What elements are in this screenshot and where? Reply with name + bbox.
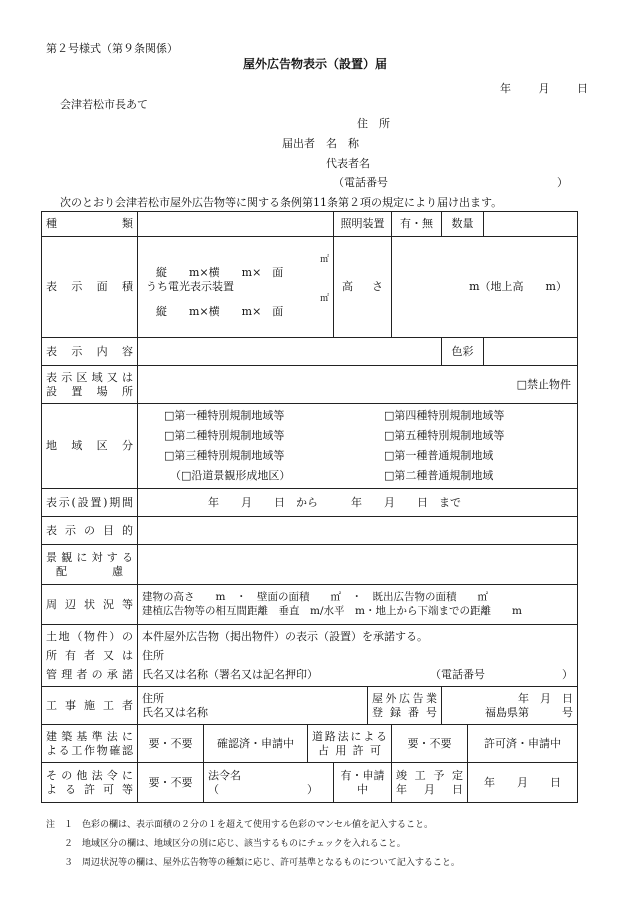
height-label: 高 さ [334,237,392,338]
note-3: ３ 周辺状況等の欄は、屋外広告物等の種類に応じ、許可基準となるものについて記入すること。 [46,858,460,868]
zone-checkbox-1[interactable]: □第一種特別規制地域等 [164,409,285,422]
surround-label: 周辺状況等 [42,585,138,625]
law-name-label: 法令名 [208,768,241,782]
location-label-1: 表示区域又は [46,370,133,384]
road-permit-label [308,725,392,763]
owner-label-2: 所有者又は [46,649,133,662]
building-permit-label-2: よる工作物確認 [46,743,133,757]
registration-number: 福島県第 号 [485,705,573,719]
area-led-label: うち電光表示装置 [146,280,234,294]
applicant-label: 届出者 [282,137,315,150]
registration-field[interactable] [442,687,578,725]
period-field[interactable]: 年 月 日 から 年 月 日 まで [138,489,578,517]
owner-label-3: 管理者の承諾 [46,668,133,681]
location-field[interactable] [138,366,578,404]
other-permit-label [42,763,138,803]
zone-checkbox-2[interactable]: □第二種特別規制地域等 [164,429,285,442]
surround-line-1: 建物の高さ m ・ 壁面の面積 ㎡ ・ 既出広告物の面積 ㎡ [142,591,488,604]
zone-field [138,404,578,489]
form-number: 第２号様式（第９条関係） [46,42,178,55]
period-label: 表示(設置)期間 [42,489,138,517]
zone-checkbox-4[interactable]: □第四種特別規制地域等 [384,409,505,422]
note-1: 注 １ 色彩の欄は、表示面積の２分の１を超えて使用する色彩のマンセル値を記入すること。 [46,820,434,830]
owner-tel-label: （電話番号 ） [430,668,573,681]
registration-label-2: 登録番号 [372,705,437,719]
content-field[interactable] [138,338,442,366]
owner-name-label [142,665,573,684]
landscape-label [42,545,138,585]
area-dims-1: 縦 m×横 m× 面 [156,266,284,280]
road-permit-status[interactable]: 許可済・申請中 [468,725,578,763]
color-field[interactable] [484,338,578,366]
zone-label: 地域区分 [42,404,138,489]
applicant-address-label: 住 所 [357,117,390,130]
area-field[interactable] [138,237,334,338]
kind-field[interactable] [138,212,334,237]
applicant-rep-label: 代表者名 [326,157,370,170]
completion-label-1: 竣工予定 [396,768,463,782]
color-label: 色彩 [442,338,484,366]
location-label [42,366,138,404]
zone-checkbox-5[interactable]: □第五種特別規制地域等 [384,429,505,442]
surround-field[interactable] [138,585,578,625]
other-permit-status[interactable]: 有・申請中 [334,763,392,803]
zone-checkbox-3[interactable]: □第三種特別規制地域等 [164,449,285,462]
owner-name-text: 氏名又は名称（署名又は記名押印） [142,668,318,681]
declaration: 次のとおり会津若松市屋外広告物等に関する条例第11条第２項の規定により届け出ます。 [60,196,503,209]
zone-checkbox-roadside[interactable]: （□沿道景観形成地区） [170,469,291,482]
prohibited-checkbox[interactable]: □禁止物件 [516,377,571,391]
contractor-label: 工事施工者 [42,687,138,725]
area-label: 表示面積 [42,237,138,338]
height-value[interactable]: m（地上高 m） [392,237,578,338]
content-label: 表示内容 [42,338,138,366]
application-table [41,211,578,803]
owner-label [42,625,138,687]
form-title: 屋外広告物表示（設置）届 [242,57,387,71]
building-permit-need[interactable]: 要・不要 [138,725,204,763]
zone-checkbox-6[interactable]: □第一種普通規制地域 [384,449,494,462]
sq-unit-2: ㎡ [319,293,329,304]
addressee: 会津若松市長あて [60,98,148,111]
other-permit-label-2: よる許可等 [46,782,133,796]
purpose-field[interactable] [138,517,578,545]
lighting-label: 照明装置 [334,212,392,237]
law-name-paren: （ ） [208,782,318,796]
completion-label [392,763,468,803]
owner-field[interactable] [138,625,578,687]
applicant-name-label: 名 称 [326,137,359,150]
owner-label-1: 土地（物件）の [46,630,133,643]
registration-label-1: 屋外広告業 [372,691,437,705]
purpose-label: 表示の目的 [42,517,138,545]
contractor-address-label: 住所 [142,691,164,705]
contractor-field[interactable] [138,687,368,725]
kind-label: 種 類 [42,212,138,237]
note-2: ２ 地域区分の欄は、地域区分の別に応じ、該当するものにチェックを入れること。 [46,839,406,849]
road-permit-need[interactable]: 要・不要 [392,725,468,763]
surround-line-2: 建植広告物等の相互間距離 垂直 m/水平 m・地上から下端までの距離 m [142,604,522,617]
landscape-label-1: 景観に対する [46,550,133,564]
other-permit-need[interactable]: 要・不要 [138,763,204,803]
completion-label-2: 年月日 [396,782,463,796]
area-dims-2: 縦 m×横 m× 面 [156,305,284,319]
owner-address-label: 住所 [142,649,164,662]
applicant-tel-close: ） [557,176,568,189]
landscape-label-2: 配慮 [56,564,123,578]
landscape-field[interactable] [138,545,578,585]
building-permit-label-1: 建築基準法に [46,729,133,743]
owner-consent-text: 本件屋外広告物（掲出物件）の表示（設置）を承諾する。 [142,630,428,643]
road-permit-label-1: 道路法による [312,729,387,743]
registration-label [368,687,442,725]
zone-checkbox-7[interactable]: □第二種普通規制地域 [384,469,494,482]
lighting-value[interactable]: 有・無 [392,212,442,237]
quantity-label: 数量 [442,212,484,237]
quantity-field[interactable] [484,212,578,237]
law-name-field[interactable] [204,763,334,803]
road-permit-label-2: 占用許可 [318,743,381,757]
registration-date: 年 月 日 [518,691,573,705]
submission-date: 年 月 日 [500,82,588,95]
applicant-tel-label: （電話番号 [333,176,388,189]
sq-unit-1: ㎡ [319,255,329,266]
contractor-name-label: 氏名又は名称 [142,705,208,719]
completion-date[interactable]: 年 月 日 [468,763,578,803]
building-permit-label [42,725,138,763]
location-label-2: 設置場所 [46,384,133,398]
building-permit-status[interactable]: 確認済・申請中 [204,725,308,763]
other-permit-label-1: その他法令に [46,768,133,782]
